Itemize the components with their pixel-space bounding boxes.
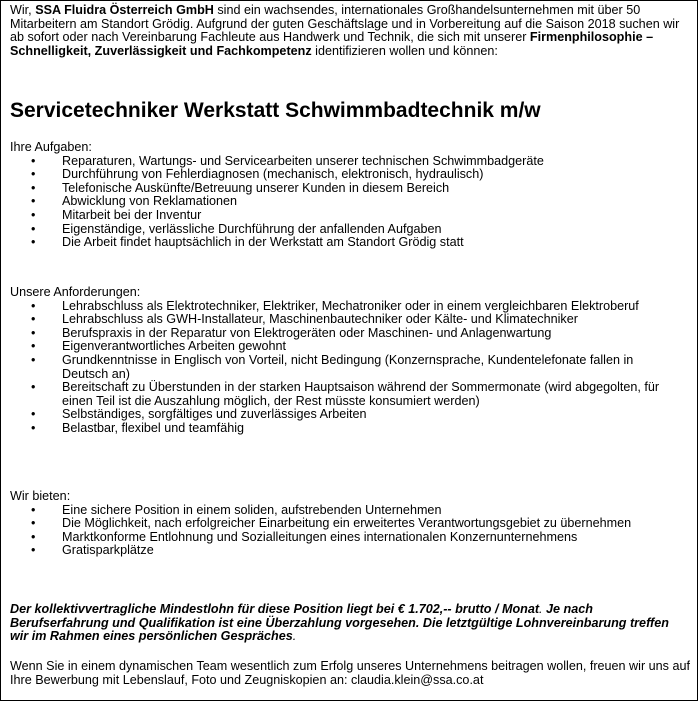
list-item-text: Die Arbeit findet hauptsächlich in der Werkstatt am Standort Grödig statt	[62, 235, 464, 250]
intro-text: sind ein wachsendes, internationales Großhandelsunternehmen mit über 50 Mitarbeitern am Standort Grödig. Aufgrund der guten Geschäftslage und in Vorbereitung auf die Saison 2018 suchen wir ab sofort oder nach Vereinbarung Fachleute aus Handwerk und Technik, die sich mit unserer	[10, 3, 680, 45]
bullet-icon: •	[31, 298, 36, 313]
company-philosophy: Firmenphilosophie – Schnelligkeit, Zuverlässigkeit und Fachkompetenz	[10, 30, 654, 58]
list-item	[10, 327, 682, 341]
bullet-icon: •	[31, 167, 36, 182]
list-item-text: Bereitschaft zu Überstunden in der starken Hauptsaison während der Sommermonate (wird abgegolten, für einen Teil ist die Auszahlung möglich, der Rest müsste konsumiert werden)	[62, 380, 660, 408]
salary-end: .	[292, 629, 297, 644]
bullet-icon: •	[31, 194, 36, 209]
list-item	[10, 504, 682, 518]
intro-text: Wir,	[10, 3, 36, 17]
bullet-icon: •	[31, 516, 36, 531]
list-item-text: Selbständiges, sorgfältiges und zuverlässiges Arbeiten	[62, 407, 367, 422]
list-item-text: Lehrabschluss als GWH-Installateur, Maschinenbautechniker oder Kälte- und Klimatechniker	[62, 312, 578, 327]
list-item-text: Durchführung von Fehlerdiagnosen (mechanisch, elektronisch, hydraulisch)	[62, 167, 484, 182]
bullet-icon: •	[31, 312, 36, 327]
list-item	[10, 155, 682, 169]
bullet-icon: •	[31, 407, 36, 422]
list-item	[10, 236, 682, 250]
list-item	[10, 300, 682, 314]
offer-heading: Wir bieten:	[10, 489, 71, 503]
bullet-icon: •	[31, 235, 36, 250]
list-item-text: Eigenverantwortliches Arbeiten gewohnt	[62, 339, 287, 354]
list-item-text: Lehrabschluss als Elektrotechniker, Elektriker, Mechatroniker oder in einem vergleichbaren Elektroberuf	[62, 298, 639, 313]
list-item-text: Mitarbeit bei der Inventur	[62, 207, 202, 222]
bullet-icon: •	[31, 207, 36, 222]
bullet-icon: •	[31, 543, 36, 558]
intro-text: identifizieren wollen und können:	[311, 43, 498, 58]
bullet-icon: •	[31, 325, 36, 340]
list-item	[10, 223, 682, 237]
list-item-text: Telefonische Auskünfte/Betreuung unserer Kunden in diesem Bereich	[62, 180, 450, 195]
list-item	[10, 209, 682, 223]
list-item-text: Eigenständige, verlässliche Durchführung der anfallenden Aufgaben	[62, 221, 442, 236]
requirements-heading: Unsere Anforderungen:	[10, 285, 141, 299]
list-item	[10, 517, 682, 531]
bullet-icon: •	[31, 339, 36, 354]
list-item-text: Reparaturen, Wartungs- und Servicearbeiten unserer technischen Schwimmbadgeräte	[62, 153, 544, 168]
salary-text: Der kollektivvertragliche Mindestlohn für diese Position liegt bei € 1.702,-- brutto / Monat	[10, 602, 540, 616]
list-item-text: Belastbar, flexibel und teamfähig	[62, 420, 245, 435]
company-name: SSA Fluidra Österreich GmbH	[35, 3, 214, 17]
list-item	[10, 422, 682, 436]
requirements-list	[10, 300, 690, 436]
requirements-section	[10, 286, 690, 436]
bullet-icon: •	[31, 529, 36, 544]
list-item-text: Gratisparkplätze	[62, 543, 154, 558]
bullet-icon: •	[31, 180, 36, 195]
list-item	[10, 182, 682, 196]
list-item-text: Grundkenntnisse in Englisch von Vorteil, nicht Bedingung (Konzernsprache, Kundentelefonate fallen in Deutsch an)	[62, 352, 634, 381]
list-item-text: Die Möglichkeit, nach erfolgreicher Einarbeitung ein erweitertes Verantwortungsgebiet zu übernehmen	[62, 516, 632, 531]
list-item-text: Eine sichere Position in einem soliden, aufstrebenden Unternehmen	[62, 502, 442, 517]
list-item	[10, 354, 682, 381]
bullet-icon: •	[31, 153, 36, 168]
tasks-heading: Ihre Aufgaben:	[10, 140, 92, 154]
salary-note	[10, 603, 690, 644]
list-item	[10, 168, 682, 182]
list-item-text: Abwicklung von Reklamationen	[62, 194, 238, 209]
list-item	[10, 340, 682, 354]
offer-list	[10, 504, 690, 558]
intro-paragraph	[10, 4, 690, 58]
bullet-icon: •	[31, 352, 36, 367]
list-item	[10, 195, 682, 209]
tasks-section	[10, 141, 690, 250]
offer-section	[10, 490, 690, 558]
list-item	[10, 381, 682, 408]
list-item	[10, 544, 682, 558]
bullet-icon: •	[31, 420, 36, 435]
bullet-icon: •	[31, 380, 36, 395]
list-item	[10, 531, 682, 545]
list-item	[10, 408, 682, 422]
bullet-icon: •	[31, 221, 36, 236]
bullet-icon: •	[31, 502, 36, 517]
tasks-list	[10, 155, 690, 250]
salary-separator: .	[539, 602, 547, 616]
salary-text: Je nach Berufserfahrung und Qualifikation ist eine Überzahlung vorgesehen. Die letztgültige Lohnvereinbarung treffen wir im Rahmen eines persönlichen Gespräches	[10, 602, 669, 644]
list-item-text: Marktkonforme Entlohnung und Sozialleitungen eines internationalen Konzernunternehmens	[62, 529, 578, 544]
list-item-text: Berufspraxis in der Reparatur von Elektrogeräten oder Maschinen- und Anlagenwartung	[62, 325, 552, 340]
list-item	[10, 313, 682, 327]
job-title: Servicetechniker Werkstatt Schwimmbadtechnik m/w	[10, 99, 541, 122]
contact-paragraph: Wenn Sie in einem dynamischen Team wesentlich zum Erfolg unseres Unternehmens beitragen wollen, freuen wir uns auf Ihre Bewerbung mit Lebenslauf, Foto und Zeugniskopien an: claudia.klein@ssa.co.at	[10, 659, 690, 687]
